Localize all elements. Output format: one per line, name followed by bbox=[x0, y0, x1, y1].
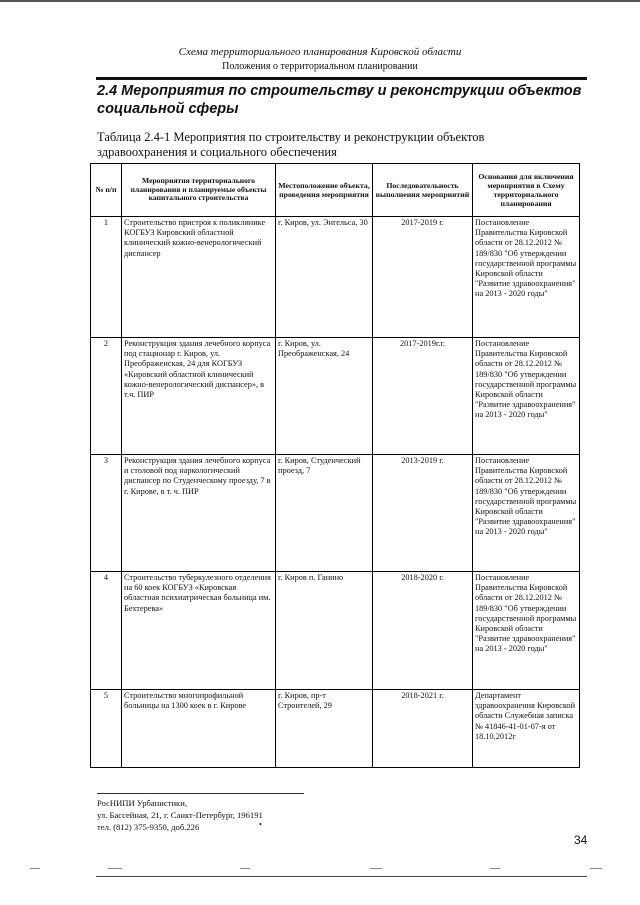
cell-num: 5 bbox=[91, 690, 122, 768]
cell-basis: Постановление Правительства Кировской области от 28.12.2012 № 189/830 "Об утверждении государственной программы Кировской области "Развитие здравоохранения" на 2013 - 2020 годы" bbox=[473, 455, 580, 572]
section-title: 2.4 Мероприятия по строительству и реконструкции объектов социальной сферы bbox=[97, 83, 582, 117]
scan-mark bbox=[590, 868, 602, 869]
cell-basis: Постановление Правительства Кировской области от 28.12.2012 № 189/830 "Об утверждении государственной программы Кировской области "Развитие здравоохранения" на 2013 - 2020 годы" bbox=[473, 217, 580, 338]
page-number: 34 bbox=[574, 833, 588, 847]
cell-operation: Строительство туберкулезного отделения на 60 коек КОГБУЗ «Кировская областная психиатрическая больница им. Бехтерева» bbox=[122, 572, 276, 690]
header-basis: Основания для включения мероприятия в Схему территориального планирования bbox=[473, 164, 580, 217]
header-period: Последовательность выполнения мероприятий bbox=[373, 164, 473, 217]
cell-location: г. Киров п. Ганино bbox=[276, 572, 373, 690]
header-rule bbox=[96, 77, 587, 80]
cell-operation: Реконструкция здания лечебного корпуса и столовой под наркологический диспансер по Студенческому проезду, 7 в г. Кирове, в т. ч. ПИР bbox=[122, 455, 276, 572]
table-row bbox=[91, 338, 580, 455]
cell-num: 1 bbox=[91, 217, 122, 338]
cell-operation: Реконструкция здания лечебного корпуса под стационар г. Киров, ул. Преображенская, 24 для КОГБУЗ «Кировский областной клинический кожно-венерологический диспансер», в т.ч. ПИР bbox=[122, 338, 276, 455]
footer-address: ул. Бассейная, 21, г. Санкт-Петербург, 196191 bbox=[97, 810, 263, 820]
cell-basis: Постановление Правительства Кировской области от 28.12.2012 № 189/830 "Об утверждении государственной программы Кировской области "Развитие здравоохранения" на 2013 - 2020 годы" bbox=[473, 572, 580, 690]
cell-period: 2017-2019 г. bbox=[373, 217, 473, 338]
bottom-rule bbox=[96, 876, 587, 877]
running-subtitle: Положения о территориальном планировании bbox=[222, 61, 418, 72]
cell-location: г. Киров, ул. Преображенская, 24 bbox=[276, 338, 373, 455]
cell-location: г. Киров, ул. Энгельса, 30 bbox=[276, 217, 373, 338]
header-num: № п/п bbox=[91, 164, 122, 217]
cell-num: 2 bbox=[91, 338, 122, 455]
table-row bbox=[91, 572, 580, 690]
header-operation: Мероприятия территориального планирования и планируемые объекты капитального строительства bbox=[122, 164, 276, 217]
footer-bullet: • bbox=[259, 820, 262, 829]
top-border-line bbox=[0, 0, 640, 2]
scan-mark bbox=[370, 868, 382, 869]
running-title: Схема территориального планирования Кировской области bbox=[178, 46, 462, 58]
cell-num: 4 bbox=[91, 572, 122, 690]
footer-phone: тел. (812) 375-9350, доб.226 bbox=[97, 822, 200, 832]
footer bbox=[97, 797, 263, 833]
cell-num: 3 bbox=[91, 455, 122, 572]
table-row bbox=[91, 690, 580, 768]
cell-period: 2018-2020 г. bbox=[373, 572, 473, 690]
cell-basis: Постановление Правительства Кировской области от 28.12.2012 № 189/830 "Об утверждении государственной программы Кировской области "Развитие здравоохранения" на 2013 - 2020 годы" bbox=[473, 338, 580, 455]
scan-mark bbox=[490, 868, 500, 869]
cell-period: 2017-2019г.г. bbox=[373, 338, 473, 455]
cell-basis: Департамент здравоохранения Кировской области Служебная записка № 41846-41-01-07-я от 18.10.2012г bbox=[473, 690, 580, 768]
scan-mark bbox=[30, 868, 40, 869]
table-row bbox=[91, 217, 580, 338]
cell-location: г. Киров, пр-т Строителей, 29 bbox=[276, 690, 373, 768]
scan-mark bbox=[108, 868, 122, 869]
measures-table bbox=[90, 163, 580, 768]
scan-mark bbox=[240, 868, 250, 869]
footer-rule bbox=[97, 793, 304, 794]
footer-org: РосНИПИ Урбанистики, bbox=[97, 798, 187, 808]
cell-period: 2013-2019 г. bbox=[373, 455, 473, 572]
table-header-row bbox=[91, 164, 580, 217]
cell-period: 2018-2021 г. bbox=[373, 690, 473, 768]
table-row bbox=[91, 455, 580, 572]
cell-operation: Строительство многопрофильной больницы на 1300 коек в г. Кирове bbox=[122, 690, 276, 768]
header-location: Местоположение объекта, проведения мероприятия bbox=[276, 164, 373, 217]
cell-operation: Строительство пристроя к поликлинике КОГБУЗ Кировский областной клинический кожно-венерологический диспансер bbox=[122, 217, 276, 338]
table-caption: Таблица 2.4-1 Мероприятия по строительству и реконструкции объектов здравоохранения и социального обеспечения bbox=[97, 130, 485, 159]
cell-location: г. Киров, Студенческий проезд, 7 bbox=[276, 455, 373, 572]
